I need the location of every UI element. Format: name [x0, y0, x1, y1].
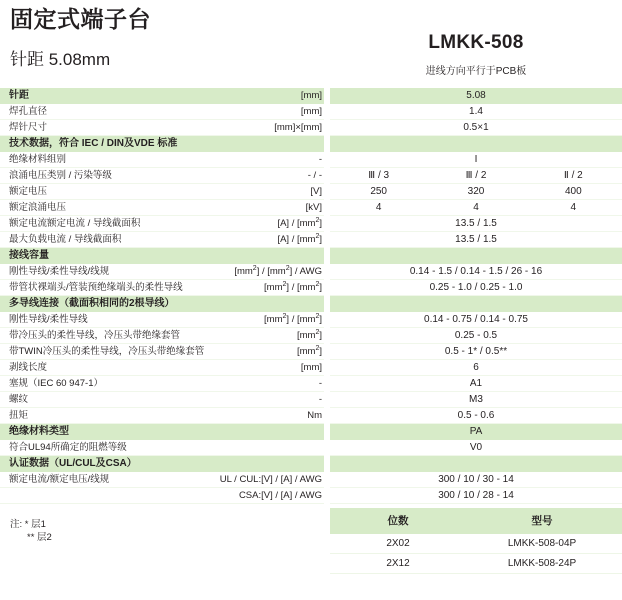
- spec-row-value: [330, 472, 622, 488]
- spec-row-value: [330, 408, 622, 424]
- model-number-table: [330, 508, 622, 574]
- spec-label: 焊孔直径: [9, 106, 48, 117]
- spec-label: 刚性导线/柔性导线: [9, 314, 88, 325]
- spec-row-label: [0, 216, 324, 232]
- spec-row-value: [330, 392, 622, 408]
- spec-value: 0.25 - 0.5: [454, 330, 498, 341]
- spec-value: 0.25 - 1.0 / 0.25 - 1.0: [429, 282, 523, 293]
- spec-section-value: [330, 136, 622, 152]
- spec-unit: $[mm^2] / [mm^2]$: [264, 312, 322, 325]
- spec-section-header: [0, 136, 324, 152]
- spec-unit: [V]: [310, 186, 322, 197]
- spec-row-value: [330, 280, 622, 296]
- spec-row-value: [330, 184, 622, 200]
- spec-unit: [kV]: [305, 202, 322, 213]
- spec-label: 额定电流额定电流 / 导线截面积: [9, 218, 141, 229]
- spec-section-value: [330, 296, 622, 312]
- spec-row-label: [0, 488, 324, 504]
- spec-row-value: [330, 104, 622, 120]
- spec-label: 针距: [9, 90, 29, 101]
- spec-label: 带TWIN冷压头的柔性导线，冷压头带绝缘套管: [9, 346, 205, 357]
- spec-section-value: [330, 424, 622, 440]
- spec-value: 300 / 10 / 30 - 14: [438, 474, 514, 485]
- spec-unit: UL / CUL:[V] / [A] / AWG: [219, 474, 322, 485]
- spec-row-label: [0, 376, 324, 392]
- spec-row-label: [0, 120, 324, 136]
- spec-value-col-2: 320: [467, 186, 485, 197]
- spec-section-header: [0, 296, 324, 312]
- spec-row-value: [330, 216, 622, 232]
- spec-row-value: [330, 488, 622, 504]
- spec-label: 认证数据（UL/CUL及CSA）: [9, 458, 137, 469]
- spec-value: 1.4: [469, 106, 483, 117]
- spec-value: 6: [473, 362, 479, 373]
- spec-unit: [mm]: [300, 106, 322, 117]
- spec-section-value: [330, 248, 622, 264]
- spec-value: 0.5×1: [463, 122, 489, 133]
- spec-value: PA: [469, 426, 483, 437]
- spec-row-label: [0, 200, 324, 216]
- product-description: 进线方向平行于PCB板: [425, 66, 527, 77]
- spec-value: 13.5 / 1.5: [455, 234, 497, 245]
- spec-row-label: [0, 440, 324, 456]
- spec-row-label: [0, 168, 324, 184]
- spec-section-value: [330, 456, 622, 472]
- spec-row-value: [330, 232, 622, 248]
- spec-unit: -: [318, 378, 322, 389]
- spec-unit: [mm]×[mm]: [274, 122, 322, 133]
- footnote-line-2: ** 层2: [27, 532, 52, 543]
- spec-unit: $[A] / [mm^2]$: [277, 232, 322, 245]
- model-table-row: [330, 534, 622, 554]
- spec-value-col-2: Ⅲ / 2: [465, 170, 487, 181]
- spec-row-label: [0, 328, 324, 344]
- spec-label: 绝缘材料类型: [9, 426, 69, 437]
- spec-section-header: [0, 456, 324, 472]
- spec-unit: Nm: [307, 410, 322, 421]
- spec-unit: [mm]: [300, 90, 322, 101]
- spec-label: 符合UL94所确定的阻燃等级: [9, 442, 127, 453]
- spec-section-value: [330, 88, 622, 104]
- spec-value-col-3: 400: [564, 186, 582, 197]
- spec-row-value: [330, 200, 622, 216]
- spec-value: 0.5 - 1* / 0.5**: [444, 346, 508, 357]
- spec-label: 螺纹: [9, 394, 29, 405]
- spec-value-col-2: 4: [473, 202, 479, 213]
- spec-label: 额定电流/额定电压/线规: [9, 474, 110, 485]
- spec-label: 浪涌电压类别 / 污染等级: [9, 170, 112, 181]
- spec-value: V0: [469, 442, 483, 453]
- footnote-line-1: 注: * 层1: [10, 519, 46, 530]
- spec-value: I: [474, 154, 478, 165]
- spec-row-value: [330, 264, 622, 280]
- spec-label: 扭矩: [9, 410, 29, 421]
- spec-row-label: [0, 472, 324, 488]
- spec-label: 绝缘材料组别: [9, 154, 67, 165]
- spec-row-label: [0, 264, 324, 280]
- model-positions: 2X02: [386, 538, 410, 549]
- spec-row-label: [0, 360, 324, 376]
- product-name: LMKK-508: [428, 32, 524, 53]
- page-header: [0, 0, 622, 88]
- spec-row-value: [330, 360, 622, 376]
- spec-label: 刚性导线/柔性导线/线规: [9, 266, 110, 277]
- spec-row-value: [330, 344, 622, 360]
- spec-row-value: [330, 376, 622, 392]
- spec-label: 多导线连接（截面积相同的2根导线）: [9, 298, 175, 309]
- model-table-header-row: [330, 508, 622, 534]
- spec-section-header: [0, 248, 324, 264]
- spec-row-value: [330, 168, 622, 184]
- spec-value: 5.08: [466, 90, 486, 101]
- model-positions: 2X12: [386, 558, 410, 569]
- model-table-header-positions: 位数: [387, 515, 409, 527]
- spec-value-col-1: 4: [375, 202, 382, 213]
- page-subtitle: 针距 5.08mm: [10, 50, 111, 69]
- spec-unit: $[mm^2]$: [296, 328, 322, 341]
- spec-value-col-1: 250: [370, 186, 387, 197]
- spec-unit: [mm]: [300, 362, 322, 373]
- spec-unit: $[mm^2]$: [296, 344, 322, 357]
- spec-value-col-3: 4: [570, 202, 577, 213]
- specification-value-column: [330, 88, 622, 504]
- model-table-header-model: 型号: [531, 515, 553, 527]
- spec-row-label: [0, 344, 324, 360]
- spec-unit: -: [318, 154, 322, 165]
- spec-unit: CSA:[V] / [A] / AWG: [238, 490, 322, 501]
- spec-label: 塞规（IEC 60 947-1）: [9, 378, 103, 389]
- page-title: 固定式端子台: [10, 6, 151, 32]
- spec-label: 最大负载电流 / 导线截面积: [9, 234, 122, 245]
- spec-row-label: [0, 408, 324, 424]
- spec-label: 额定浪涌电压: [9, 202, 67, 213]
- spec-row-value: [330, 328, 622, 344]
- footnotes: [10, 518, 52, 544]
- spec-unit: -: [318, 394, 322, 405]
- spec-row-value: [330, 120, 622, 136]
- model-number: LMKK-508-24P: [507, 558, 577, 569]
- specification-label-column: [0, 88, 324, 504]
- spec-label: 带管状裸端头/管装预绝缘端头的柔性导线: [9, 282, 183, 293]
- spec-value: M3: [469, 394, 483, 405]
- spec-section-header: [0, 88, 324, 104]
- spec-row-value: [330, 152, 622, 168]
- spec-label: 带冷压头的柔性导线，冷压头带绝缘套管: [9, 330, 181, 341]
- spec-unit: - / -: [307, 170, 322, 181]
- spec-label: 焊针尺寸: [9, 122, 48, 133]
- spec-row-label: [0, 152, 324, 168]
- spec-value: 13.5 / 1.5: [455, 218, 497, 229]
- spec-label: 技术数据，符合 IEC / DIN及VDE 标准: [9, 138, 178, 149]
- spec-row-label: [0, 232, 324, 248]
- spec-label: 额定电压: [9, 186, 48, 197]
- spec-unit: $[mm^2] / [mm^2]$: [264, 280, 322, 293]
- spec-row-label: [0, 392, 324, 408]
- spec-section-header: [0, 424, 324, 440]
- spec-value-col-1: Ⅲ / 3: [368, 170, 390, 181]
- spec-value-col-3: Ⅱ / 2: [563, 170, 583, 181]
- spec-value: 0.5 - 0.6: [457, 410, 495, 421]
- spec-row-label: [0, 280, 324, 296]
- spec-row-label: [0, 104, 324, 120]
- spec-unit: $[mm^2] / [mm^2]$ / AWG: [234, 264, 322, 277]
- spec-row-value: [330, 440, 622, 456]
- model-number: LMKK-508-04P: [507, 538, 577, 549]
- spec-row-value: [330, 312, 622, 328]
- spec-label: 接线容量: [9, 250, 49, 261]
- spec-value: A1: [469, 378, 483, 389]
- spec-value: 0.14 - 1.5 / 0.14 - 1.5 / 26 - 16: [409, 266, 543, 277]
- spec-row-label: [0, 312, 324, 328]
- spec-unit: $[A] / [mm^2]$: [277, 216, 322, 229]
- spec-row-label: [0, 184, 324, 200]
- spec-label: 剥线长度: [9, 362, 48, 373]
- model-table-row: [330, 554, 622, 574]
- spec-value: 300 / 10 / 28 - 14: [438, 490, 514, 501]
- spec-value: 0.14 - 0.75 / 0.14 - 0.75: [424, 314, 528, 325]
